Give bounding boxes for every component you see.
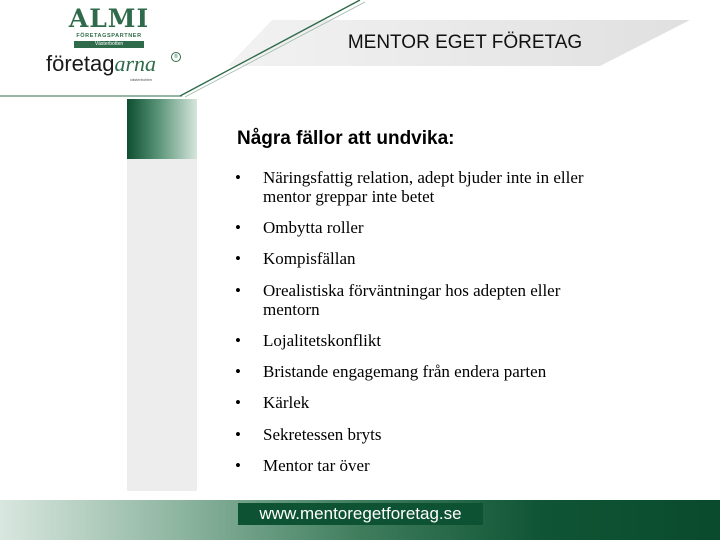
list-item: [263, 168, 663, 206]
bullet-dot: •: [235, 249, 241, 268]
bullet-dot: •: [235, 393, 241, 412]
list-item-line: Orealistiska förväntningar hos adepten eller: [263, 281, 561, 300]
bullet-dot: •: [235, 168, 241, 187]
header-title: MENTOR EGET FÖRETAG: [347, 32, 583, 53]
bullet-dot: •: [235, 362, 241, 381]
almi-logo-tagline: FÖRETAGSPARTNER: [76, 33, 142, 39]
list-item: Kompisfällan: [263, 249, 356, 268]
footer-url-link[interactable]: www.mentoregetforetag.se: [238, 503, 483, 525]
list-item: Sekretessen bryts: [263, 425, 382, 444]
bullet-dot: •: [235, 331, 241, 350]
list-item: Lojalitetskonflikt: [263, 331, 382, 350]
list-item: Kärlek: [263, 393, 310, 412]
foretagarna-word-italic: arna: [114, 51, 157, 76]
list-item-line: Näringsfattig relation, adept bjuder inte in eller: [263, 168, 584, 187]
list-item-line: mentor greppar inte betet: [263, 187, 435, 206]
bullet-dot: •: [235, 425, 241, 444]
bullet-dot: •: [235, 218, 241, 237]
list-item: Ombytta roller: [263, 218, 364, 237]
bullet-dot: •: [235, 281, 241, 300]
list-item: [263, 281, 663, 319]
list-item: Mentor tar över: [263, 456, 370, 475]
almi-logo-region: Västerbotten: [74, 41, 144, 48]
foretagarna-word-plain: företag: [46, 51, 115, 76]
foretagarna-logo-small: västerbotten: [130, 77, 153, 82]
registered-mark-icon: ®: [171, 52, 181, 62]
almi-logo-word: ALMI: [68, 4, 150, 33]
list-item: Bristande engagemang från endera parten: [263, 362, 547, 381]
list-item-line: mentorn: [263, 300, 320, 319]
bullet-dot: •: [235, 456, 241, 475]
slide-heading: Några fällor att undvika:: [237, 128, 455, 149]
